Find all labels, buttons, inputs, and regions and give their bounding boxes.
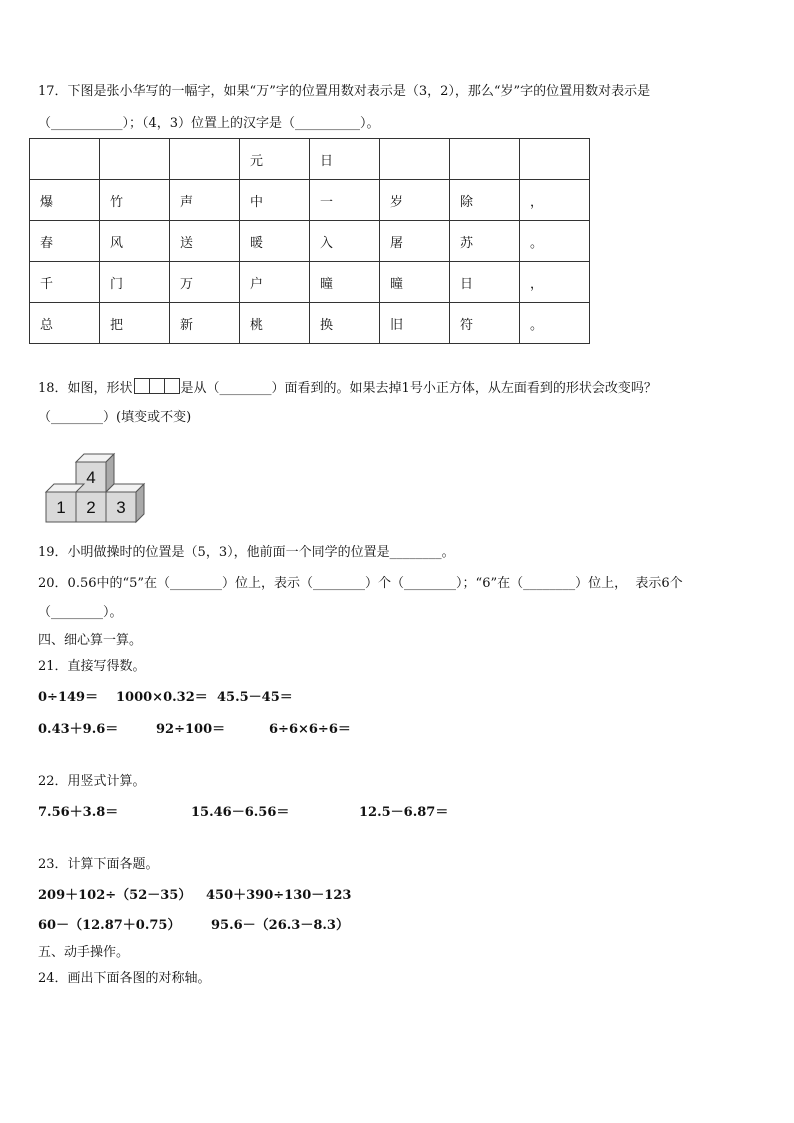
q22-item: 15.46－6.56＝ — [191, 805, 290, 820]
table-row — [30, 303, 590, 344]
table-row — [30, 139, 590, 180]
grid-cell: 曈 — [310, 262, 380, 303]
grid-cell: 竹 — [100, 180, 170, 221]
grid-cell: 风 — [100, 221, 170, 262]
grid-cell: 。 — [520, 303, 590, 344]
grid-cell: 万 — [170, 262, 240, 303]
grid-cell: 户 — [240, 262, 310, 303]
grid-cell: 把 — [100, 303, 170, 344]
q21-item: 0÷149＝ — [38, 690, 99, 705]
q24-text: 24．画出下面各图的对称轴。 — [38, 971, 211, 986]
cube-2-label: 2 — [86, 498, 96, 517]
grid-cell: 元 — [240, 139, 310, 180]
q23-item: 60－（12.87＋0.75） — [38, 918, 181, 933]
q18-line1 — [38, 378, 657, 399]
grid-cell: 声 — [170, 180, 240, 221]
q23-item: 450＋390÷130－123 — [206, 888, 352, 903]
grid-cell: 新 — [170, 303, 240, 344]
table-row — [30, 262, 590, 303]
cube-figure — [44, 452, 148, 526]
q21-item: 0.43＋9.6＝ — [38, 722, 119, 737]
table-row — [30, 180, 590, 221]
grid-cell: 送 — [170, 221, 240, 262]
grid-cell: 苏 — [450, 221, 520, 262]
q23-item: 209＋102÷（52－35） — [38, 888, 192, 903]
grid-cell: 春 — [30, 221, 100, 262]
grid-cell: 换 — [310, 303, 380, 344]
grid-cell: 日 — [310, 139, 380, 180]
cube-1-label: 1 — [56, 498, 66, 517]
q18-text-b: 是从（________）面看到的。如果去掉1号小正方体，从左面看到的形状会改变吗？ — [180, 381, 657, 396]
grid-cell: 入 — [310, 221, 380, 262]
grid-cell: 一 — [310, 180, 380, 221]
section-five-heading: 五、动手操作。 — [38, 945, 130, 960]
q20-line1: 20．0.56中的“5”在（________）位上，表示（________）个（________）；“6”在（________）位上， 表示6个 — [38, 576, 683, 591]
q21-item: 45.5－45＝ — [217, 690, 293, 705]
q22-item: 12.5－6.87＝ — [359, 805, 449, 820]
grid-cell: 。 — [520, 221, 590, 262]
table-row — [30, 221, 590, 262]
calligraphy-grid — [29, 138, 590, 344]
q22-item: 7.56＋3.8＝ — [38, 805, 119, 820]
q18-line2: （________）(填变或不变) — [38, 410, 192, 425]
q21-item: 6÷6×6÷6＝ — [269, 722, 351, 737]
grid-cell — [100, 139, 170, 180]
grid-cell: ， — [520, 180, 590, 221]
grid-cell: 桃 — [240, 303, 310, 344]
cube-3-label: 3 — [116, 498, 126, 517]
grid-cell: 千 — [30, 262, 100, 303]
grid-cell — [170, 139, 240, 180]
q21-title: 21．直接写得数。 — [38, 659, 146, 674]
grid-cell: ， — [520, 262, 590, 303]
q23-item: 95.6－（26.3－8.3） — [211, 918, 349, 933]
grid-cell: 暖 — [240, 221, 310, 262]
grid-cell: 屠 — [380, 221, 450, 262]
grid-cell: 日 — [450, 262, 520, 303]
q23-title: 23．计算下面各题。 — [38, 857, 159, 872]
grid-cell: 门 — [100, 262, 170, 303]
grid-cell: 总 — [30, 303, 100, 344]
grid-cell: 符 — [450, 303, 520, 344]
grid-cell: 除 — [450, 180, 520, 221]
cube-4-label: 4 — [86, 468, 96, 487]
q22-title: 22．用竖式计算。 — [38, 774, 146, 789]
grid-cell — [30, 139, 100, 180]
section-four-heading: 四、细心算一算。 — [38, 633, 143, 648]
q21-item: 92÷100＝ — [156, 722, 226, 737]
grid-cell: 爆 — [30, 180, 100, 221]
q17-line1: 17．下图是张小华写的一幅字，如果“万”字的位置用数对表示是（3，2），那么“岁”字的位置用数对表示是 — [38, 84, 651, 99]
grid-cell — [450, 139, 520, 180]
grid-cell: 岁 — [380, 180, 450, 221]
q21-item: 1000×0.32＝ — [116, 690, 208, 705]
q17-line2: （___________）；（4，3）位置上的汉字是（__________）。 — [38, 116, 380, 131]
grid-cell: 中 — [240, 180, 310, 221]
q19-text: 19．小明做操时的位置是（5，3），他前面一个同学的位置是________。 — [38, 545, 455, 560]
grid-cell: 曈 — [380, 262, 450, 303]
grid-cell — [520, 139, 590, 180]
three-square-shape-icon — [134, 378, 180, 399]
grid-cell — [380, 139, 450, 180]
q18-text-a: 18．如图，形状 — [38, 381, 133, 396]
q20-line2: （________）。 — [38, 605, 123, 620]
grid-cell: 旧 — [380, 303, 450, 344]
